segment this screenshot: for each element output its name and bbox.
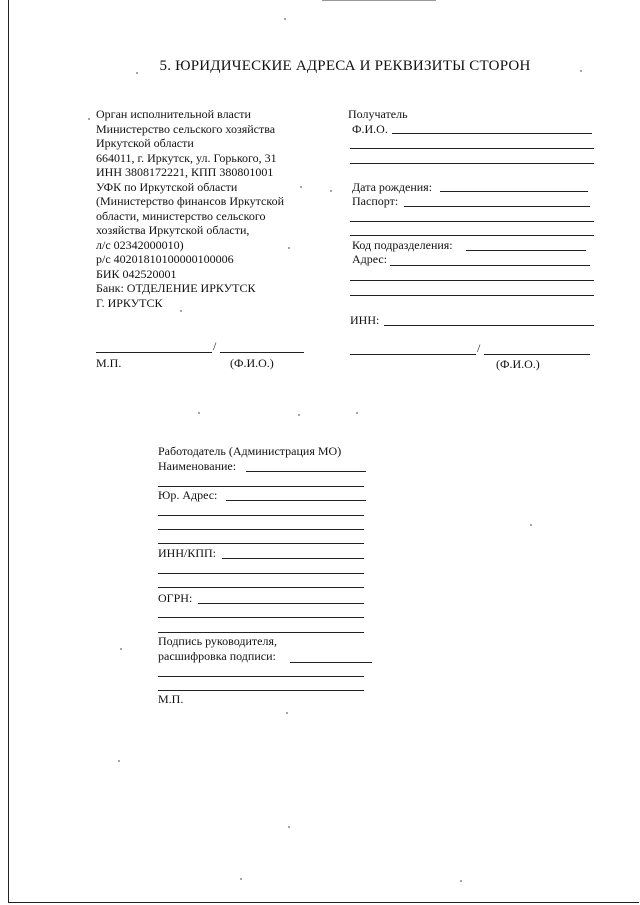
left-line: 664011, г. Иркутск, ул. Горького, 31 xyxy=(96,151,277,165)
recipient-inn-label: ИНН: xyxy=(350,313,380,327)
sign-label-2: расшифровка подписи: xyxy=(158,649,276,663)
recipient-fio-field[interactable] xyxy=(392,133,592,134)
division-code-field[interactable] xyxy=(466,250,586,251)
left-line: УФК по Иркутской области xyxy=(96,180,238,194)
address-label: Адрес: xyxy=(352,252,388,266)
employer-address-label: Юр. Адрес: xyxy=(158,488,218,502)
left-line: р/с 40201810100000100006 xyxy=(96,252,234,266)
passport-field-2[interactable] xyxy=(350,221,594,222)
left-line: области, министерство сельского xyxy=(96,209,266,223)
passport-field-3[interactable] xyxy=(350,235,594,236)
birth-date-field[interactable] xyxy=(440,191,588,192)
recipient-fio-sign-line[interactable] xyxy=(484,354,590,355)
passport-label: Паспорт: xyxy=(352,194,399,208)
employer-address-field-3[interactable] xyxy=(158,529,364,530)
left-mp-label: М.П. xyxy=(96,356,122,370)
birth-date-label: Дата рождения: xyxy=(352,180,433,194)
recipient-inn-field[interactable] xyxy=(384,325,594,326)
employer-name-label: Наименование: xyxy=(158,459,237,473)
left-line: Иркутской области xyxy=(96,136,194,150)
section-title: 5. ЮРИДИЧЕСКИЕ АДРЕСА И РЕКВИЗИТЫ СТОРОН xyxy=(159,58,531,74)
passport-field[interactable] xyxy=(404,206,590,207)
left-fio-line[interactable] xyxy=(220,352,304,353)
left-fio-caption: (Ф.И.О.) xyxy=(230,356,274,370)
recipient-fio-field-2[interactable] xyxy=(350,148,594,149)
left-line: (Министерство финансов Иркутской xyxy=(96,194,285,208)
left-line: Орган исполнительной власти xyxy=(96,107,251,121)
employer-ogrn-field[interactable] xyxy=(198,603,364,604)
employer-inn-kpp-field-2[interactable] xyxy=(158,573,364,574)
left-line: Министерство сельского хозяйства xyxy=(96,122,276,136)
top-edge-line xyxy=(322,0,436,1)
employer-inn-kpp-label: ИНН/КПП: xyxy=(158,546,217,560)
employer-inn-kpp-field[interactable] xyxy=(222,558,364,559)
employer-ogrn-label: ОГРН: xyxy=(158,591,193,605)
employer-name-field-2[interactable] xyxy=(158,486,364,487)
recipient-fio-caption: (Ф.И.О.) xyxy=(496,357,540,371)
address-field-3[interactable] xyxy=(350,295,594,296)
head-signature-field-2[interactable] xyxy=(158,676,364,677)
recipient-fio-label: Ф.И.О. xyxy=(352,122,388,136)
employer-heading: Работодатель (Администрация МО) xyxy=(158,444,342,458)
employer-address-field-2[interactable] xyxy=(158,515,364,516)
left-line: БИК 042520001 xyxy=(96,267,177,281)
employer-inn-kpp-field-3[interactable] xyxy=(158,587,364,588)
left-line: Банк: ОТДЕЛЕНИЕ ИРКУТСК xyxy=(96,281,256,295)
left-signature-slash: / xyxy=(213,339,217,353)
left-line: л/с 02342000010) xyxy=(96,238,184,252)
recipient-fio-field-3[interactable] xyxy=(350,163,594,164)
employer-address-field[interactable] xyxy=(226,500,366,501)
employer-mp-label: М.П. xyxy=(158,692,184,706)
employer-address-field-4[interactable] xyxy=(158,543,364,544)
left-signature-line[interactable] xyxy=(96,352,212,353)
division-code-label: Код подразделения: xyxy=(352,238,453,252)
employer-ogrn-field-2[interactable] xyxy=(158,617,364,618)
employer-ogrn-field-3[interactable] xyxy=(158,632,364,633)
left-line: Г. ИРКУТСК xyxy=(96,296,163,310)
employer-name-field[interactable] xyxy=(246,471,366,472)
left-line: хозяйства Иркутской области, xyxy=(96,223,250,237)
address-field-2[interactable] xyxy=(350,280,594,281)
sign-label-1: Подпись руководителя, xyxy=(158,634,277,648)
head-signature-field[interactable] xyxy=(290,662,372,663)
recipient-heading: Получатель xyxy=(348,107,408,121)
address-field[interactable] xyxy=(390,265,590,266)
recipient-signature-line[interactable] xyxy=(350,354,476,355)
left-line: ИНН 3808172221, КПП 380801001 xyxy=(96,165,274,179)
recipient-signature-slash: / xyxy=(477,341,481,355)
head-signature-field-3[interactable] xyxy=(158,690,364,691)
